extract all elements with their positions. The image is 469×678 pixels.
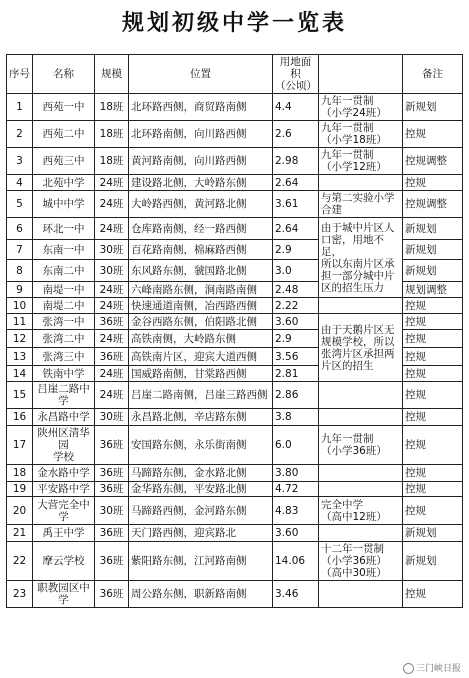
row-scale: 36班 <box>95 465 129 482</box>
row-seq: 20 <box>7 497 33 525</box>
row-note: 九年一贯制 （小学24班） <box>319 94 403 121</box>
table-row <box>7 581 463 608</box>
row-scale: 30班 <box>95 409 129 426</box>
row-scale: 24班 <box>95 298 129 314</box>
row-note <box>319 525 403 542</box>
row-remark: 新规划 <box>403 218 463 240</box>
row-name: 金水路中学 <box>33 465 95 482</box>
header-seq: 序号 <box>7 55 33 94</box>
row-seq: 18 <box>7 465 33 482</box>
row-seq: 16 <box>7 409 33 426</box>
row-location: 周公路东侧，职新路南侧 <box>129 581 273 608</box>
row-seq: 14 <box>7 366 33 382</box>
row-note: 十二年一贯制 （小学36班） （高中30班） <box>319 542 403 581</box>
row-location: 建设路北侧，大岭路东侧 <box>129 175 273 191</box>
row-area: 2.9 <box>273 330 319 348</box>
row-area: 2.86 <box>273 382 319 409</box>
row-area: 2.9 <box>273 240 319 260</box>
row-area: 3.8 <box>273 409 319 426</box>
row-remark: 控规 <box>403 465 463 482</box>
row-name: 南堤一中 <box>33 282 95 298</box>
row-remark: 控规 <box>403 121 463 148</box>
row-name: 环北一中 <box>33 218 95 240</box>
row-scale: 24班 <box>95 282 129 298</box>
row-name: 职教园区中学 <box>33 581 95 608</box>
row-remark: 新规划 <box>403 240 463 260</box>
schools-table <box>6 54 463 608</box>
row-scale: 18班 <box>95 121 129 148</box>
row-area: 3.60 <box>273 314 319 330</box>
row-scale: 24班 <box>95 218 129 240</box>
row-remark: 控规 <box>403 366 463 382</box>
row-note: 九年一贯制 （小学12班） <box>319 148 403 175</box>
row-location: 高铁南片区，迎宾大道西侧 <box>129 348 273 366</box>
row-seq: 2 <box>7 121 33 148</box>
row-scale: 18班 <box>95 94 129 121</box>
row-area: 3.61 <box>273 191 319 218</box>
row-name: 西苑二中 <box>33 121 95 148</box>
row-scale: 24班 <box>95 366 129 382</box>
row-remark: 控规 <box>403 426 463 465</box>
row-name: 平安路中学 <box>33 482 95 497</box>
row-location: 仓库路南侧，经一路西侧 <box>129 218 273 240</box>
table-row <box>7 218 463 240</box>
row-name: 北苑中学 <box>33 175 95 191</box>
wechat-logo-icon <box>403 663 414 674</box>
row-scale: 36班 <box>95 525 129 542</box>
row-name: 张湾三中 <box>33 348 95 366</box>
row-remark: 新规划 <box>403 94 463 121</box>
row-scale: 36班 <box>95 542 129 581</box>
row-remark: 控规 <box>403 409 463 426</box>
table-header-row <box>7 55 463 94</box>
table-row <box>7 94 463 121</box>
page-title: 规划初级中学一览表 <box>121 11 347 36</box>
row-location: 永昌路北侧，辛店路东侧 <box>129 409 273 426</box>
row-area: 14.06 <box>273 542 319 581</box>
row-remark: 控规 <box>403 348 463 366</box>
row-scale: 18班 <box>95 148 129 175</box>
row-area: 3.0 <box>273 260 319 282</box>
row-name: 永昌路中学 <box>33 409 95 426</box>
row-location: 百花路南侧，棉麻路西侧 <box>129 240 273 260</box>
header-remark: 备注 <box>403 55 463 94</box>
row-remark: 控规 <box>403 314 463 330</box>
row-remark: 控规 <box>403 175 463 191</box>
header-scale: 规模 <box>95 55 129 94</box>
row-location: 马蹄路西侧，金河路东侧 <box>129 497 273 525</box>
header-note <box>319 55 403 94</box>
header-name: 名称 <box>33 55 95 94</box>
row-name: 西苑三中 <box>33 148 95 175</box>
row-area: 4.72 <box>273 482 319 497</box>
table-body <box>7 94 463 608</box>
row-location: 金谷西路东侧，伯阳路北侧 <box>129 314 273 330</box>
row-area: 2.48 <box>273 282 319 298</box>
table-row <box>7 121 463 148</box>
row-remark: 控规 <box>403 382 463 409</box>
row-area: 4.4 <box>273 94 319 121</box>
row-location: 高铁南侧，大岭路东侧 <box>129 330 273 348</box>
row-note-merged: 由于城中片区人 口密，用地不足， 所以东南片区承 担一部分城中片 区的招生压力 <box>319 218 403 298</box>
row-name: 南堤二中 <box>33 298 95 314</box>
row-name: 张湾二中 <box>33 330 95 348</box>
row-area: 6.0 <box>273 426 319 465</box>
row-area: 2.81 <box>273 366 319 382</box>
row-remark: 控规 <box>403 581 463 608</box>
row-seq: 17 <box>7 426 33 465</box>
row-scale: 24班 <box>95 191 129 218</box>
row-note <box>319 465 403 482</box>
row-name: 铁南中学 <box>33 366 95 382</box>
row-note: 九年一贯制 （小学18班） <box>319 121 403 148</box>
row-area: 3.80 <box>273 465 319 482</box>
row-note: 完全中学 （高中12班） <box>319 497 403 525</box>
table-row <box>7 482 463 497</box>
row-note <box>319 175 403 191</box>
table-row <box>7 175 463 191</box>
table-row <box>7 409 463 426</box>
row-scale: 30班 <box>95 240 129 260</box>
row-seq: 13 <box>7 348 33 366</box>
row-seq: 11 <box>7 314 33 330</box>
row-remark: 控规 <box>403 482 463 497</box>
row-area: 2.98 <box>273 148 319 175</box>
row-note: 与第二实验小学 合建 <box>319 191 403 218</box>
row-note-merged: 由于天鹅片区无 规模学校，所以 张湾片区承担两 片区的招生 <box>319 314 403 382</box>
row-seq: 12 <box>7 330 33 348</box>
table-row <box>7 525 463 542</box>
row-note <box>319 298 403 314</box>
row-location: 紫阳路东侧，江河路南侧 <box>129 542 273 581</box>
row-location: 吕崖二路南侧，吕崖三路西侧 <box>129 382 273 409</box>
row-area: 2.64 <box>273 218 319 240</box>
row-scale: 36班 <box>95 348 129 366</box>
row-location: 国威路南侧，甘棠路西侧 <box>129 366 273 382</box>
row-remark: 规划调整 <box>403 282 463 298</box>
row-location: 安国路东侧，永乐街南侧 <box>129 426 273 465</box>
table-row <box>7 382 463 409</box>
row-seq: 8 <box>7 260 33 282</box>
row-area: 2.64 <box>273 175 319 191</box>
row-seq: 5 <box>7 191 33 218</box>
row-note: 九年一贯制 （小学36班） <box>319 426 403 465</box>
watermark <box>403 661 461 674</box>
row-scale: 30班 <box>95 260 129 282</box>
row-remark: 控规 <box>403 330 463 348</box>
row-scale: 30班 <box>95 497 129 525</box>
row-area: 3.56 <box>273 348 319 366</box>
row-seq: 7 <box>7 240 33 260</box>
row-remark: 控规 <box>403 298 463 314</box>
row-seq: 23 <box>7 581 33 608</box>
row-seq: 19 <box>7 482 33 497</box>
row-remark: 控规调整 <box>403 191 463 218</box>
row-location: 北环路西侧，商贸路南侧 <box>129 94 273 121</box>
header-location: 位置 <box>129 55 273 94</box>
row-location: 北环路南侧，向川路西侧 <box>129 121 273 148</box>
header-area: 用地面积 （公顷） <box>273 55 319 94</box>
row-remark: 控规调整 <box>403 148 463 175</box>
row-area: 3.60 <box>273 525 319 542</box>
row-name: 陕州区清华园 学校 <box>33 426 95 465</box>
row-seq: 10 <box>7 298 33 314</box>
row-name: 东南二中 <box>33 260 95 282</box>
row-scale: 24班 <box>95 382 129 409</box>
row-area: 2.22 <box>273 298 319 314</box>
row-scale: 24班 <box>95 330 129 348</box>
row-note <box>319 581 403 608</box>
row-seq: 15 <box>7 382 33 409</box>
row-scale: 36班 <box>95 482 129 497</box>
row-seq: 21 <box>7 525 33 542</box>
row-name: 西苑一中 <box>33 94 95 121</box>
row-seq: 3 <box>7 148 33 175</box>
row-scale: 36班 <box>95 426 129 465</box>
row-scale: 36班 <box>95 581 129 608</box>
watermark-text: 三门峡日报 <box>415 664 461 674</box>
row-name: 摩云学校 <box>33 542 95 581</box>
row-seq: 22 <box>7 542 33 581</box>
row-location: 黄河路南侧，向川路西侧 <box>129 148 273 175</box>
table-row <box>7 426 463 465</box>
row-name: 张湾一中 <box>33 314 95 330</box>
table-row <box>7 191 463 218</box>
row-seq: 1 <box>7 94 33 121</box>
table-row <box>7 497 463 525</box>
row-area: 3.46 <box>273 581 319 608</box>
row-name: 城中中学 <box>33 191 95 218</box>
row-remark: 新规划 <box>403 260 463 282</box>
row-remark: 新规划 <box>403 525 463 542</box>
row-note <box>319 409 403 426</box>
row-note <box>319 482 403 497</box>
table-row <box>7 314 463 330</box>
row-remark: 新规划 <box>403 542 463 581</box>
row-name: 大营完全中学 <box>33 497 95 525</box>
row-note <box>319 382 403 409</box>
row-name: 吕崖二路中学 <box>33 382 95 409</box>
row-location: 马蹄路东侧，金水路北侧 <box>129 465 273 482</box>
row-location: 天门路西侧，迎宾路北 <box>129 525 273 542</box>
row-location: 六峰南路东侧，涧南路南侧 <box>129 282 273 298</box>
table-row <box>7 148 463 175</box>
row-scale: 36班 <box>95 314 129 330</box>
row-seq: 9 <box>7 282 33 298</box>
row-location: 快速通道南侧，冶西路西侧 <box>129 298 273 314</box>
row-name: 禹王中学 <box>33 525 95 542</box>
row-area: 2.6 <box>273 121 319 148</box>
row-location: 东风路东侧，虢国路北侧 <box>129 260 273 282</box>
row-remark: 控规 <box>403 497 463 525</box>
row-seq: 6 <box>7 218 33 240</box>
row-area: 4.83 <box>273 497 319 525</box>
row-seq: 4 <box>7 175 33 191</box>
row-location: 金华路东侧，平安路北侧 <box>129 482 273 497</box>
row-location: 大岭路西侧，黄河路北侧 <box>129 191 273 218</box>
table-row <box>7 298 463 314</box>
table-row <box>7 542 463 581</box>
row-name: 东南一中 <box>33 240 95 260</box>
table-row <box>7 465 463 482</box>
row-scale: 24班 <box>95 175 129 191</box>
